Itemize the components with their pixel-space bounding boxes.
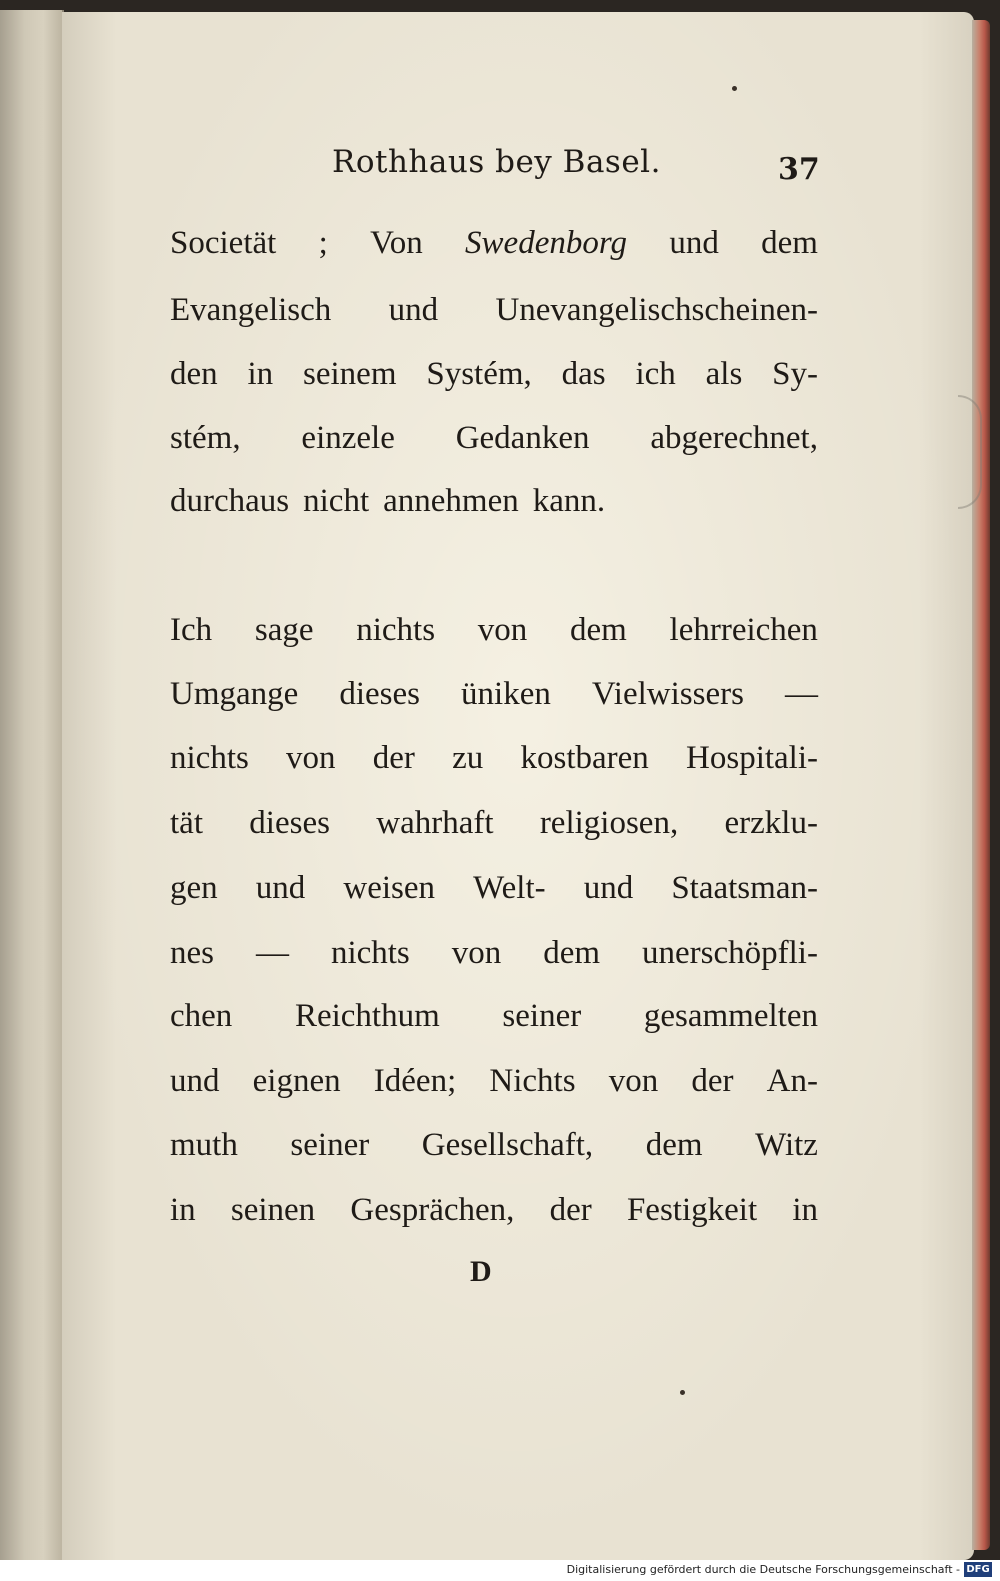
dfg-logo: DFG <box>964 1562 992 1577</box>
word: Evangelisch <box>170 292 332 328</box>
word: Witz <box>755 1127 818 1163</box>
word: den <box>170 356 218 392</box>
page-edge <box>972 20 990 1550</box>
word: ich <box>635 356 676 392</box>
word: eignen <box>252 1063 341 1099</box>
word: Festigkeit <box>626 1192 758 1228</box>
word: von <box>451 935 502 971</box>
word: Umgange <box>170 676 299 712</box>
word: seinen <box>230 1192 316 1228</box>
text-line <box>170 612 818 649</box>
word: ; <box>318 225 328 261</box>
bleed-through-shadow <box>190 560 198 597</box>
word: dem <box>761 225 818 261</box>
word: durchaus <box>170 483 290 519</box>
word: Idéen; <box>373 1063 457 1099</box>
word: annehmen <box>383 483 519 519</box>
word: von <box>286 740 336 776</box>
word: seinem <box>303 356 397 392</box>
text-line <box>170 740 818 777</box>
word: nicht <box>303 483 370 519</box>
word: dem <box>645 1127 703 1163</box>
word: Unevangelischscheinen- <box>495 292 818 328</box>
word: nes <box>170 935 214 971</box>
word: Reichthum <box>294 998 440 1034</box>
text-line <box>170 420 818 457</box>
word: üniken <box>461 676 551 712</box>
facing-page-gutter <box>0 10 64 1560</box>
word: und <box>669 225 719 261</box>
word: lehrreichen <box>669 612 818 648</box>
word: religiosen, <box>539 805 679 841</box>
word: stém, <box>170 420 241 456</box>
word: unerschöpfli- <box>642 935 818 971</box>
word: Staatsman- <box>671 870 818 906</box>
word: seiner <box>502 998 582 1034</box>
word: gen <box>170 870 218 906</box>
word: Societät <box>170 225 277 261</box>
word: dieses <box>249 805 330 841</box>
word: chen <box>170 998 233 1034</box>
text-line <box>170 935 818 972</box>
word: von <box>477 612 528 648</box>
word: und <box>388 292 439 328</box>
word: An- <box>766 1063 818 1099</box>
text-line <box>170 356 818 393</box>
word: dem <box>543 935 601 971</box>
word: wahrhaft <box>376 805 494 841</box>
word: tät <box>170 805 203 841</box>
page-tab-outline <box>958 395 982 509</box>
word: weisen <box>343 870 436 906</box>
word: Systém, <box>426 356 532 392</box>
word: in <box>792 1192 818 1228</box>
word: Gesprächen, <box>350 1192 515 1228</box>
word: kann. <box>532 483 606 519</box>
running-head: Rothhaus bey Basel. <box>332 144 661 180</box>
word: Gedanken <box>455 420 590 456</box>
word: seiner <box>290 1127 370 1163</box>
text-line <box>170 676 818 713</box>
word: der <box>691 1063 734 1099</box>
word: — <box>255 935 289 971</box>
word: in <box>170 1192 196 1228</box>
word: — <box>784 676 818 712</box>
word: Von <box>370 225 423 261</box>
word: Ich <box>170 612 213 648</box>
text-line <box>170 998 818 1035</box>
word: einzele <box>301 420 395 456</box>
word: abgerechnet, <box>650 420 818 456</box>
word: in <box>247 356 274 392</box>
funding-credit: Digitalisierung gefördert durch die Deutsche Forschungsgemeinschaft - <box>566 1563 960 1576</box>
word: dem <box>569 612 627 648</box>
word: muth <box>170 1127 238 1163</box>
word: nichts <box>170 740 249 776</box>
text-line <box>170 483 818 520</box>
word-italic: Swedenborg <box>465 225 627 261</box>
text-line <box>170 1192 818 1229</box>
ink-speck <box>732 86 737 91</box>
text-line <box>170 870 818 907</box>
word: der <box>372 740 415 776</box>
word: erzklu- <box>724 805 818 841</box>
word: das <box>561 356 606 392</box>
word: dieses <box>339 676 420 712</box>
signature-mark: D <box>470 1255 492 1288</box>
ink-speck <box>680 1390 685 1395</box>
word: gesammelten <box>643 998 818 1034</box>
word: kostbaren <box>520 740 649 776</box>
word: Sy- <box>772 356 818 392</box>
word: und <box>255 870 306 906</box>
page-number: 37 <box>778 152 820 187</box>
word: Welt- <box>473 870 546 906</box>
text-line <box>170 292 818 329</box>
word: Nichts <box>489 1063 576 1099</box>
text-line <box>170 1063 818 1100</box>
word: nichts <box>356 612 436 648</box>
word: als <box>705 356 743 392</box>
word: sage <box>254 612 314 648</box>
word: Gesellschaft, <box>421 1127 594 1163</box>
word: und <box>170 1063 220 1099</box>
text-line <box>170 1127 818 1164</box>
word: von <box>608 1063 659 1099</box>
word: und <box>583 870 634 906</box>
word: Vielwissers <box>591 676 744 712</box>
word: der <box>549 1192 592 1228</box>
word: nichts <box>330 935 410 971</box>
word: Hospitali- <box>686 740 818 776</box>
text-line <box>170 225 818 262</box>
text-line <box>170 805 818 842</box>
word: zu <box>452 740 484 776</box>
